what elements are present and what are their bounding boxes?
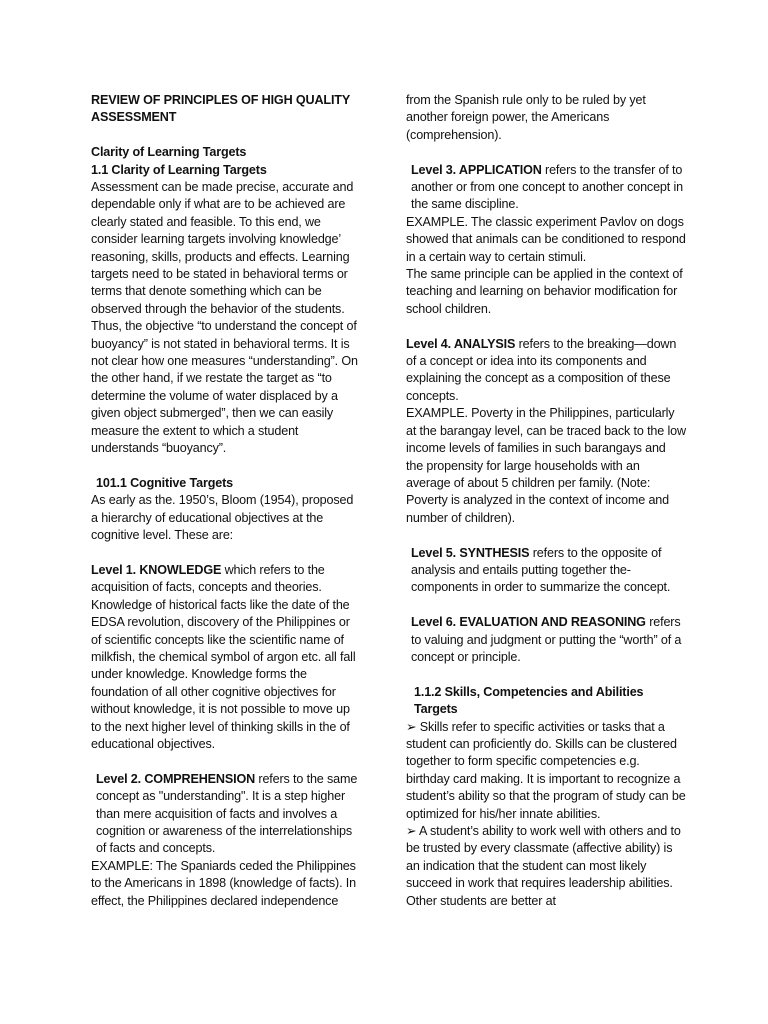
level-3-text: refers to the transfer of to another or from one concept to another concept in the same discipline. [411,162,683,212]
paragraph-level-5 [406,545,686,597]
level-6-text: refers to valuing and judgment or putting the “worth” of a concept or principle. [411,615,682,664]
level-3-label: Level 3. APPLICATION [411,162,542,177]
subsection-heading-clarity: 1.1 Clarity of Learning Targets [91,162,267,177]
subsection-heading-cognitive: 101.1 Cognitive Targets [96,475,233,490]
paragraph-level-1 [91,562,363,753]
paragraph-level-4 [406,336,686,406]
paragraph-cognitive: As early as the. 1950’s, Bloom (1954), proposed a hierarchy of educational objectives at the cognitive level. These are: [91,493,354,543]
paragraph-level-3-example: EXAMPLE. The classic experiment Pavlov on dogs showed that animals can be conditioned to respond in a certain way to certain stimuli. [406,214,686,264]
paragraph-level-3-note: The same principle can be applied in the context of teaching and learning on behavior modification for school children. [406,267,683,316]
level-6-label: Level 6. EVALUATION AND REASONING [411,615,646,630]
paragraph-continuation: from the Spanish rule only to be ruled by yet another foreign power, the Americans (comprehension). [406,93,646,142]
section-heading-clarity: Clarity of Learning Targets [91,145,247,160]
level-1-text: which refers to the acquisition of facts, concepts and theories. Knowledge of historical facts like the date of the EDSA revolution, discovery of the Philippines or of scientific concepts like the scientific name of milkfish, the chemical symbol of argon etc. all fall under knowledge. Knowledge forms the foundation of all other cognitive objectives for without knowledge, it is not possible to move up to the next higher level of thinking skills in the of educational objectives. [91,562,356,751]
left-column [91,92,363,910]
paragraph-clarity: Assessment can be made precise, accurate and dependable only if what are to be achieved are clearly stated and feasible. To this end, we consider learning targets involving knowledge’ reasoning, skills, products and effects. Learning targets need to be stated in behavioral terms or terms that denote something which can be observed through the behavior of the students. Thus, the objective “to understand the concept of buoyancy” is not stated in behavioral terms. It is not clear how one measures “understanding”. On the other hand, if we restate the target as “to determine the volume of water displaced by a given object submerged”, then we can easily measure the extent to which a student understands “buoyancy”. [91,180,358,456]
bullet-abilities: ➢ A student’s ability to work well with others and to be trusted by every classmate (affective ability) is an indication that the student can most likely succeed in work that requires leadership abilities. Other students are better at [406,823,681,908]
right-column [406,92,686,910]
level-5-label: Level 5. SYNTHESIS [411,545,530,560]
paragraph-level-2-example: EXAMPLE: The Spaniards ceded the Philippines to the Americans in 1898 (knowledge of facts). In effect, the Philippines declared independence [91,858,356,908]
subsection-heading-skills: 1.1.2 Skills, Competencies and Abilities Targets [414,684,644,717]
document-title: REVIEW OF PRINCIPLES OF HIGH QUALITY ASSESSMENT [91,93,350,125]
paragraph-level-4-example: EXAMPLE. Poverty in the Philippines, particularly at the barangay level, can be traced back to the low income levels of families in such barangays and the propensity for large households with an average of about 5 children per family. (Note: Poverty is analyzed in the context of income and number of children). [406,406,686,525]
level-1-label: Level 1. KNOWLEDGE [91,562,222,577]
bullet-skills: ➢ Skills refer to specific activities or tasks that a student can proficiently do. Skills can be clustered together to form specific competencies e.g. birthday card making. It is important to recognize a student’s ability so that the program of study can be optimized for his/her innate abilities. [406,719,686,821]
level-2-label: Level 2. COMPREHENSION [96,771,256,786]
paragraph-level-6 [406,614,686,666]
paragraph-level-2 [91,771,363,858]
paragraph-level-3 [406,162,686,214]
level-5-text: refers to the opposite of analysis and entails putting together the-components in order to summarize the concept. [411,545,671,595]
level-2-text: refers to the same concept as "understanding". It is a step higher than mere acquisition of facts and involves a cognition or awareness of the interrelationships of facts and concepts. [96,771,358,856]
level-4-label: Level 4. ANALYSIS [406,336,516,351]
level-4-text: refers to the breaking—down of a concept or idea into its components and explaining the concept as a composition of these concepts. [406,336,677,403]
